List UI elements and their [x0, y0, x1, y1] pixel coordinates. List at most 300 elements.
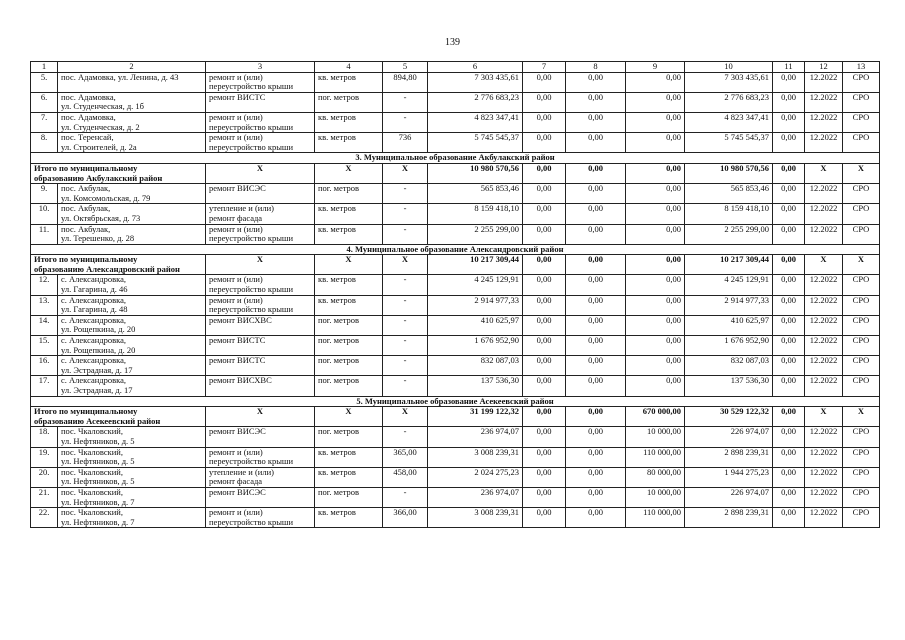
address-cell	[58, 427, 206, 447]
work-type-line: ремонт фасада	[209, 476, 263, 487]
address-line: ул. Рощепкина, д. 20	[61, 324, 136, 335]
address-cell	[58, 356, 206, 376]
cell-col-11: 0,00	[773, 356, 805, 376]
total-cell-col-7: 0,00	[523, 407, 566, 427]
cell-col-9: 80 000,00	[626, 467, 685, 487]
total-label-line: образованию Асекеевский район	[34, 415, 161, 426]
total-cell-col-3: X	[206, 407, 315, 427]
total-cell-col-5: X	[383, 255, 428, 275]
total-cell-col-5: X	[383, 163, 428, 183]
address-cell	[58, 184, 206, 204]
total-label	[31, 255, 206, 275]
page-number: 139	[445, 37, 460, 48]
total-cell-col-11: 0,00	[773, 255, 805, 275]
cell-col-7: 0,00	[523, 72, 566, 92]
total-label-line: образованию Александровский район	[34, 263, 180, 274]
table-row	[31, 315, 880, 335]
total-cell-col-13: X	[843, 163, 880, 183]
cell-col-11: 0,00	[773, 224, 805, 244]
address-line: ул. Терешенко, д. 28	[61, 233, 135, 244]
cell-col-11: 0,00	[773, 184, 805, 204]
cell-col-4: пог. метров	[315, 336, 383, 356]
work-type-cell	[206, 427, 315, 447]
cell-col-10: 7 303 435,61	[685, 72, 773, 92]
cell-col-10: 8 159 418,10	[685, 204, 773, 224]
work-type-cell	[206, 295, 315, 315]
column-number-cell: 10	[685, 62, 773, 73]
address-line: ул. Строителей, д. 2а	[61, 141, 137, 152]
cell-col-5: -	[383, 315, 428, 335]
cell-col-10: 2 255 299,00	[685, 224, 773, 244]
cell-col-4: кв. метров	[315, 224, 383, 244]
cell-col-9: 0,00	[626, 376, 685, 396]
cell-col-9: 110 000,00	[626, 508, 685, 528]
cell-col-12: 12.2022	[805, 336, 843, 356]
cell-col-11: 0,00	[773, 447, 805, 467]
cell-col-9: 0,00	[626, 224, 685, 244]
address-line: ул. Гагарина, д. 46	[61, 284, 128, 295]
address-line: ул. Нефтяников, д. 7	[61, 516, 135, 527]
table-row	[31, 295, 880, 315]
cell-col-4: кв. метров	[315, 467, 383, 487]
cell-col-6: 3 008 239,31	[428, 447, 523, 467]
work-type-line: ремонт и (или)	[209, 132, 263, 143]
cell-col-8: 0,00	[566, 376, 626, 396]
cell-col-5: -	[383, 112, 428, 132]
cell-col-5: 736	[383, 133, 428, 153]
work-type-line: ремонт ВИСЭС	[209, 183, 266, 194]
municipality-total-row	[31, 255, 880, 275]
address-line: с. Александровка,	[61, 355, 127, 366]
cell-col-9: 0,00	[626, 112, 685, 132]
cell-col-12: 12.2022	[805, 112, 843, 132]
cell-col-11: 0,00	[773, 133, 805, 153]
work-type-cell	[206, 204, 315, 224]
work-type-line: утепление и (или)	[209, 467, 274, 477]
cell-col-4: пог. метров	[315, 356, 383, 376]
cell-col-1: 14.	[31, 315, 58, 335]
address-line: ул. Октябрьская, д. 73	[61, 212, 141, 223]
cell-col-6: 7 303 435,61	[428, 72, 523, 92]
cell-col-7: 0,00	[523, 508, 566, 528]
cell-col-4: кв. метров	[315, 112, 383, 132]
address-line: пос. Теренсай,	[61, 132, 114, 143]
cell-col-10: 226 974,07	[685, 487, 773, 507]
table-row	[31, 467, 880, 487]
section-heading-row	[31, 244, 880, 255]
cell-col-12: 12.2022	[805, 508, 843, 528]
address-line: пос. Чкаловский,	[61, 487, 123, 497]
work-type-line: ремонт ВИСЭС	[209, 487, 266, 497]
work-type-line: переустройство крыши	[209, 141, 294, 152]
address-line: пос. Чкаловский,	[61, 467, 123, 477]
table-row	[31, 92, 880, 112]
cell-col-13: СРО	[843, 133, 880, 153]
column-number-cell: 8	[566, 62, 626, 73]
cell-col-1: 18.	[31, 427, 58, 447]
cell-col-12: 12.2022	[805, 133, 843, 153]
cell-col-12: 12.2022	[805, 295, 843, 315]
cell-col-12: 12.2022	[805, 275, 843, 295]
cell-col-10: 1 944 275,23	[685, 467, 773, 487]
work-type-line: ремонт ВИСТС	[209, 92, 266, 102]
cell-col-11: 0,00	[773, 376, 805, 396]
total-cell-col-10: 10 980 570,56	[685, 163, 773, 183]
cell-col-8: 0,00	[566, 224, 626, 244]
cell-col-13: СРО	[843, 204, 880, 224]
cell-col-12: 12.2022	[805, 467, 843, 487]
cell-col-7: 0,00	[523, 315, 566, 335]
work-type-line: ремонт ВИСТС	[209, 355, 266, 366]
cell-col-6: 565 853,46	[428, 184, 523, 204]
table-row	[31, 72, 880, 92]
cell-col-7: 0,00	[523, 224, 566, 244]
work-type-line: ремонт и (или)	[209, 224, 263, 234]
cell-col-10: 4 245 129,91	[685, 275, 773, 295]
cell-col-6: 236 974,07	[428, 427, 523, 447]
address-line: пос. Чкаловский,	[61, 447, 123, 457]
column-number-cell: 1	[31, 62, 58, 73]
cell-col-9: 0,00	[626, 133, 685, 153]
cell-col-8: 0,00	[566, 112, 626, 132]
cell-col-10: 2 914 977,33	[685, 295, 773, 315]
cell-col-6: 2 255 299,00	[428, 224, 523, 244]
cell-col-5: -	[383, 376, 428, 396]
address-cell	[58, 295, 206, 315]
cell-col-13: СРО	[843, 427, 880, 447]
address-line: с. Александровка,	[61, 315, 127, 325]
cell-col-7: 0,00	[523, 112, 566, 132]
address-line: пос. Адамовка, ул. Ленина, д. 43	[61, 72, 179, 82]
cell-col-4: пог. метров	[315, 427, 383, 447]
address-line: ул. Эстрадная, д. 17	[61, 385, 133, 395]
cell-col-1: 16.	[31, 356, 58, 376]
cell-col-12: 12.2022	[805, 315, 843, 335]
work-type-cell	[206, 467, 315, 487]
cell-col-10: 1 676 952,90	[685, 336, 773, 356]
cell-col-13: СРО	[843, 72, 880, 92]
cell-col-6: 236 974,07	[428, 487, 523, 507]
cell-col-8: 0,00	[566, 92, 626, 112]
cell-col-1: 7.	[31, 112, 58, 132]
cell-col-9: 0,00	[626, 295, 685, 315]
cell-col-4: пог. метров	[315, 376, 383, 396]
cell-col-1: 21.	[31, 487, 58, 507]
cell-col-12: 12.2022	[805, 224, 843, 244]
table-row	[31, 204, 880, 224]
address-line: ул. Нефтяников, д. 5	[61, 456, 135, 467]
cell-col-11: 0,00	[773, 487, 805, 507]
cell-col-8: 0,00	[566, 133, 626, 153]
cell-col-4: кв. метров	[315, 447, 383, 467]
cell-col-4: кв. метров	[315, 72, 383, 92]
address-cell	[58, 376, 206, 396]
address-line: с. Александровка,	[61, 295, 127, 305]
cell-col-8: 0,00	[566, 315, 626, 335]
cell-col-1: 5.	[31, 72, 58, 92]
cell-col-12: 12.2022	[805, 92, 843, 112]
cell-col-8: 0,00	[566, 204, 626, 224]
total-cell-col-9: 670 000,00	[626, 407, 685, 427]
total-cell-col-9: 0,00	[626, 255, 685, 275]
total-cell-col-6: 31 199 122,32	[428, 407, 523, 427]
cell-col-5: -	[383, 487, 428, 507]
cell-col-5: -	[383, 336, 428, 356]
work-type-cell	[206, 184, 315, 204]
cell-col-12: 12.2022	[805, 376, 843, 396]
cell-col-4: кв. метров	[315, 204, 383, 224]
table-row	[31, 275, 880, 295]
cell-col-11: 0,00	[773, 427, 805, 447]
cell-col-7: 0,00	[523, 275, 566, 295]
work-type-line: переустройство крыши	[209, 304, 294, 315]
work-type-cell	[206, 508, 315, 528]
total-cell-col-8: 0,00	[566, 255, 626, 275]
total-cell-col-5: X	[383, 407, 428, 427]
work-type-cell	[206, 72, 315, 92]
work-type-cell	[206, 92, 315, 112]
cell-col-12: 12.2022	[805, 427, 843, 447]
cell-col-7: 0,00	[523, 376, 566, 396]
work-type-cell	[206, 376, 315, 396]
total-cell-col-4: X	[315, 163, 383, 183]
total-cell-col-10: 10 217 309,44	[685, 255, 773, 275]
address-cell	[58, 224, 206, 244]
cell-col-4: кв. метров	[315, 295, 383, 315]
cell-col-12: 12.2022	[805, 487, 843, 507]
section-title: 5. Муниципальное образование Асекеевский район	[31, 396, 880, 407]
cell-col-10: 565 853,46	[685, 184, 773, 204]
cell-col-13: СРО	[843, 376, 880, 396]
cell-col-5: 894,80	[383, 72, 428, 92]
column-number-cell: 3	[206, 62, 315, 73]
cell-col-6: 2 776 683,23	[428, 92, 523, 112]
address-line: ул. Комсомольская, д. 79	[61, 192, 151, 203]
cell-col-5: -	[383, 275, 428, 295]
table-row	[31, 112, 880, 132]
cell-col-5: 365,00	[383, 447, 428, 467]
address-cell	[58, 112, 206, 132]
cell-col-8: 0,00	[566, 447, 626, 467]
address-cell	[58, 204, 206, 224]
cell-col-10: 226 974,07	[685, 427, 773, 447]
total-label-line: Итого по муниципальному	[34, 254, 138, 265]
cell-col-6: 137 536,30	[428, 376, 523, 396]
total-cell-col-6: 10 217 309,44	[428, 255, 523, 275]
cell-col-7: 0,00	[523, 133, 566, 153]
total-cell-col-13: X	[843, 407, 880, 427]
work-type-line: ремонт ВИСТС	[209, 335, 266, 346]
cell-col-7: 0,00	[523, 295, 566, 315]
cell-col-9: 0,00	[626, 275, 685, 295]
cell-col-1: 11.	[31, 224, 58, 244]
cell-col-5: 366,00	[383, 508, 428, 528]
cell-col-8: 0,00	[566, 295, 626, 315]
cell-col-11: 0,00	[773, 336, 805, 356]
cell-col-7: 0,00	[523, 184, 566, 204]
address-cell	[58, 315, 206, 335]
column-number-row	[31, 62, 880, 73]
work-type-line: ремонт и (или)	[209, 447, 263, 457]
work-type-cell	[206, 275, 315, 295]
cell-col-5: -	[383, 295, 428, 315]
cell-col-13: СРО	[843, 92, 880, 112]
cell-col-13: СРО	[843, 315, 880, 335]
cell-col-12: 12.2022	[805, 447, 843, 467]
cell-col-1: 13.	[31, 295, 58, 315]
cell-col-13: СРО	[843, 467, 880, 487]
work-type-line: ремонт ВИСХВС	[209, 315, 272, 325]
cell-col-1: 17.	[31, 376, 58, 396]
cell-col-11: 0,00	[773, 315, 805, 335]
cell-col-9: 0,00	[626, 92, 685, 112]
work-type-line: ремонт и (или)	[209, 295, 263, 305]
total-cell-col-9: 0,00	[626, 163, 685, 183]
cell-col-6: 3 008 239,31	[428, 508, 523, 528]
cell-col-6: 4 823 347,41	[428, 112, 523, 132]
cell-col-13: СРО	[843, 508, 880, 528]
cell-col-8: 0,00	[566, 467, 626, 487]
table-row	[31, 184, 880, 204]
cell-col-13: СРО	[843, 487, 880, 507]
work-type-line: ремонт и (или)	[209, 274, 263, 285]
total-label	[31, 163, 206, 183]
cell-col-9: 0,00	[626, 336, 685, 356]
cell-col-6: 2 914 977,33	[428, 295, 523, 315]
cell-col-1: 20.	[31, 467, 58, 487]
cell-col-11: 0,00	[773, 112, 805, 132]
address-line: пос. Акбулак,	[61, 224, 111, 234]
table-row	[31, 224, 880, 244]
cell-col-11: 0,00	[773, 295, 805, 315]
total-cell-col-12: X	[805, 163, 843, 183]
address-line: ул. Нефтяников, д. 7	[61, 496, 135, 507]
table-row	[31, 376, 880, 396]
table-body	[31, 62, 880, 528]
cell-col-1: 12.	[31, 275, 58, 295]
total-cell-col-4: X	[315, 255, 383, 275]
column-number-cell: 6	[428, 62, 523, 73]
cell-col-4: кв. метров	[315, 508, 383, 528]
work-type-line: переустройство крыши	[209, 284, 294, 295]
cell-col-1: 22.	[31, 508, 58, 528]
cell-col-4: пог. метров	[315, 315, 383, 335]
cell-col-6: 4 245 129,91	[428, 275, 523, 295]
cell-col-5: -	[383, 204, 428, 224]
work-type-line: ремонт ВИСХВС	[209, 375, 272, 386]
table-row	[31, 447, 880, 467]
cell-col-12: 12.2022	[805, 356, 843, 376]
address-line: с. Александровка,	[61, 274, 127, 285]
cell-col-9: 0,00	[626, 356, 685, 376]
cell-col-4: кв. метров	[315, 133, 383, 153]
section-title: 3. Муниципальное образование Акбулакский район	[31, 153, 880, 164]
cell-col-13: СРО	[843, 447, 880, 467]
address-line: ул. Нефтяников, д. 5	[61, 476, 135, 487]
address-cell	[58, 336, 206, 356]
cell-col-10: 2 898 239,31	[685, 447, 773, 467]
section-title: 4. Муниципальное образование Александровский район	[31, 244, 880, 255]
cell-col-5: -	[383, 356, 428, 376]
address-line: с. Александровка,	[61, 375, 127, 386]
work-type-cell	[206, 112, 315, 132]
cell-col-7: 0,00	[523, 467, 566, 487]
address-line: пос. Чкаловский,	[61, 426, 123, 437]
cell-col-8: 0,00	[566, 184, 626, 204]
work-type-line: ремонт фасада	[209, 212, 263, 223]
cell-col-10: 2 776 683,23	[685, 92, 773, 112]
cell-col-5: 458,00	[383, 467, 428, 487]
cell-col-7: 0,00	[523, 92, 566, 112]
cell-col-8: 0,00	[566, 487, 626, 507]
cell-col-6: 410 625,97	[428, 315, 523, 335]
cell-col-13: СРО	[843, 224, 880, 244]
table-row	[31, 356, 880, 376]
work-type-line: переустройство крыши	[209, 121, 294, 132]
address-cell	[58, 133, 206, 153]
address-line: пос. Акбулак,	[61, 203, 111, 214]
address-line: ул. Студенческая, д. 1б	[61, 101, 145, 112]
cell-col-10: 5 745 545,37	[685, 133, 773, 153]
cell-col-7: 0,00	[523, 427, 566, 447]
cell-col-6: 832 087,03	[428, 356, 523, 376]
table-row	[31, 487, 880, 507]
address-cell	[58, 467, 206, 487]
work-type-line: ремонт и (или)	[209, 72, 263, 82]
column-number-cell: 12	[805, 62, 843, 73]
cell-col-9: 10 000,00	[626, 487, 685, 507]
address-cell	[58, 508, 206, 528]
total-cell-col-12: X	[805, 255, 843, 275]
work-type-line: переустройство крыши	[209, 81, 294, 92]
address-line: ул. Студенческая, д. 2	[61, 121, 140, 132]
cell-col-11: 0,00	[773, 508, 805, 528]
cell-col-12: 12.2022	[805, 184, 843, 204]
cell-col-10: 832 087,03	[685, 356, 773, 376]
cell-col-9: 10 000,00	[626, 427, 685, 447]
cell-col-11: 0,00	[773, 72, 805, 92]
cell-col-8: 0,00	[566, 508, 626, 528]
cell-col-13: СРО	[843, 336, 880, 356]
cell-col-13: СРО	[843, 295, 880, 315]
cell-col-6: 1 676 952,90	[428, 336, 523, 356]
cell-col-10: 410 625,97	[685, 315, 773, 335]
address-cell	[58, 72, 206, 92]
cell-col-7: 0,00	[523, 356, 566, 376]
table-row	[31, 336, 880, 356]
cell-col-8: 0,00	[566, 72, 626, 92]
cell-col-5: -	[383, 184, 428, 204]
total-cell-col-4: X	[315, 407, 383, 427]
work-type-line: ремонт ВИСЭС	[209, 426, 266, 437]
address-cell	[58, 275, 206, 295]
work-type-cell	[206, 487, 315, 507]
cell-col-9: 0,00	[626, 315, 685, 335]
address-cell	[58, 487, 206, 507]
column-number-cell: 13	[843, 62, 880, 73]
address-line: ул. Эстрадная, д. 17	[61, 364, 133, 375]
cell-col-5: -	[383, 224, 428, 244]
total-cell-col-6: 10 980 570,56	[428, 163, 523, 183]
cell-col-6: 5 745 545,37	[428, 133, 523, 153]
cell-col-13: СРО	[843, 184, 880, 204]
total-label	[31, 407, 206, 427]
column-number-cell: 7	[523, 62, 566, 73]
municipality-total-row	[31, 163, 880, 183]
total-cell-col-3: X	[206, 163, 315, 183]
cell-col-10: 137 536,30	[685, 376, 773, 396]
cell-col-4: пог. метров	[315, 92, 383, 112]
